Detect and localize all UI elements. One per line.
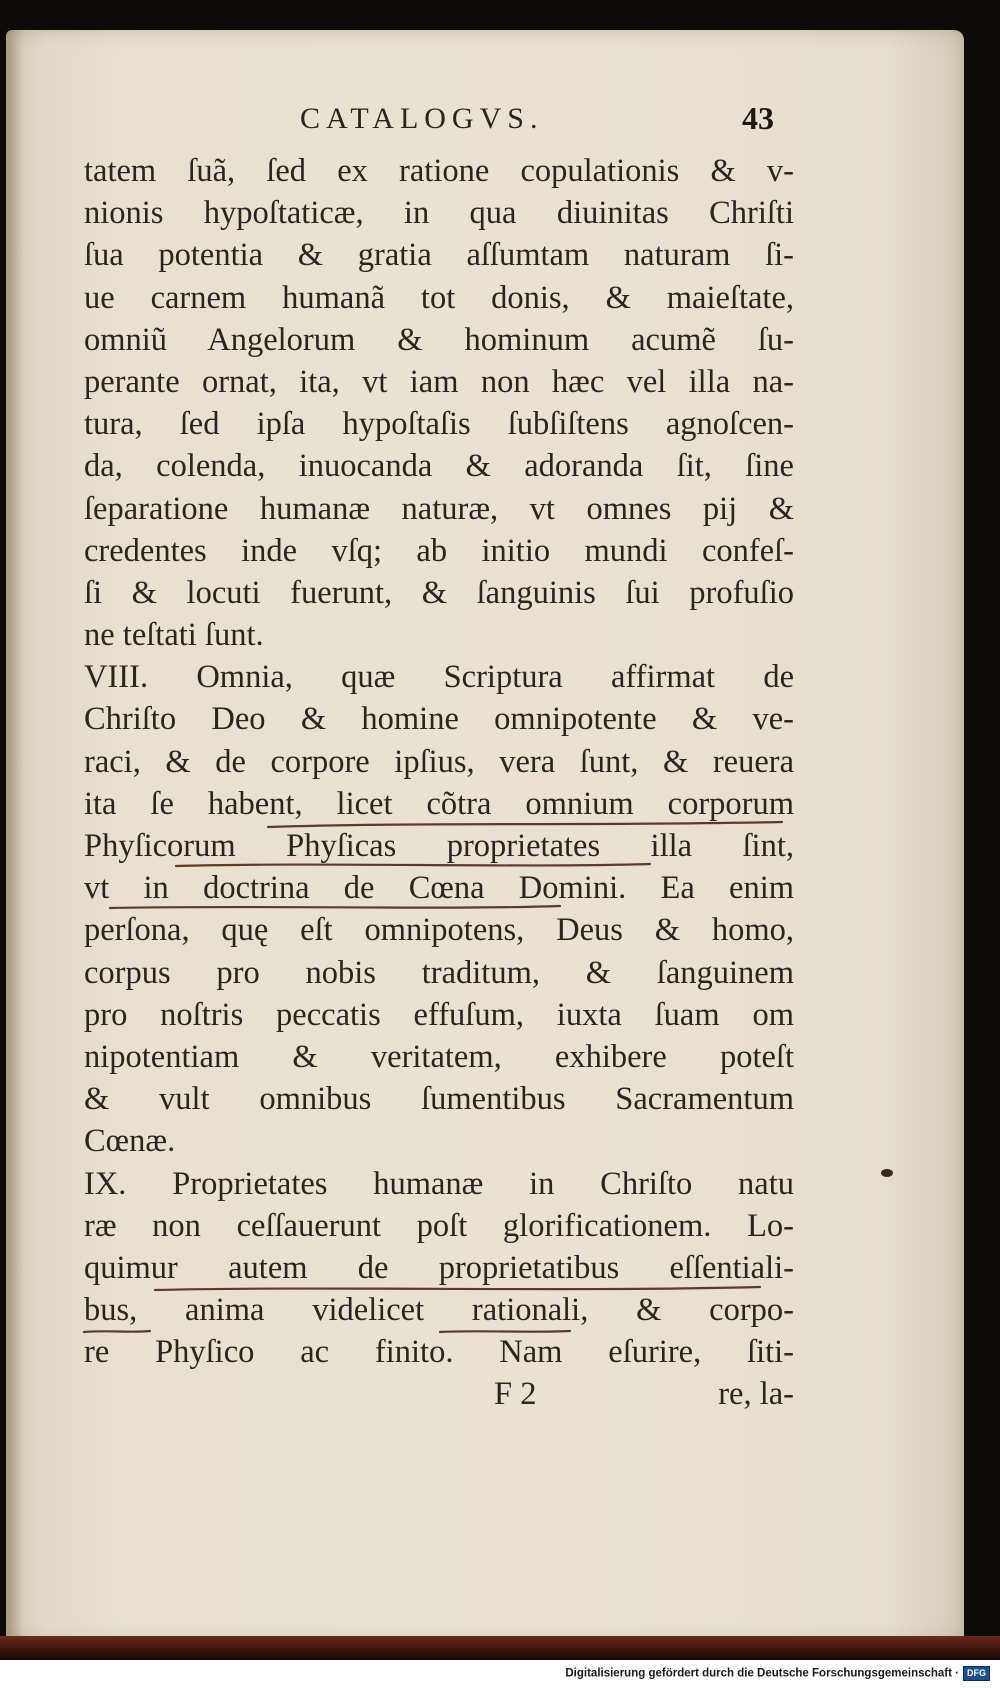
running-head: CATALOGVS.: [300, 102, 544, 135]
text-line: ſi & locuti fuerunt, & ſanguinis ſui profuſio: [84, 574, 794, 611]
text-line: ue carnem humanã tot donis, & maieſtate,: [84, 279, 794, 316]
text-line: nipotentiam & veritatem, exhibere poteſt: [84, 1038, 794, 1075]
text-line: pro noſtris peccatis effuſum, iuxta ſuam om: [84, 996, 794, 1033]
text-line: da, colenda, inuocanda & adoranda ſit, ſine: [84, 448, 794, 485]
text-line: quimur autem de proprietatibus eſſentiali-: [84, 1249, 794, 1286]
binding-edge: [0, 1636, 1000, 1660]
text-line: raci, & de corpore ipſius, vera ſunt, & reuera: [84, 743, 794, 780]
text-line: credentes inde vſq; ab initio mundi confeſ-: [84, 532, 794, 569]
signature-mark: F 2: [494, 1376, 537, 1413]
text-line: tatem ſuã, ſed ex ratione copulationis & v-: [84, 153, 794, 189]
dfg-logo-icon: DFG: [963, 1666, 990, 1681]
text-line: ſua potentia & gratia aſſumtam naturam ſi-: [84, 237, 794, 274]
text-line: Cœnæ.: [84, 1123, 176, 1160]
text-line: ſeparatione humanæ naturæ, vt omnes pij &: [84, 490, 794, 527]
body-text: [84, 150, 794, 1416]
text-line: vt in doctrina de Cœna Domini. Ea enim: [84, 870, 794, 907]
text-line: IX. Proprietates humanæ in Chriſto natu: [84, 1165, 794, 1202]
catchword: re, la-: [718, 1376, 794, 1413]
text-line: ita ſe habent, licet cõtra omnium corporum: [84, 785, 794, 822]
text-line: VIII. Omnia, quæ Scriptura affirmat de: [84, 659, 794, 696]
digitization-credit: [565, 1666, 990, 1681]
text-line: perſona, quę eſt omnipotens, Deus & homo,: [84, 912, 794, 949]
page-number: 43: [742, 100, 774, 136]
text-line: ræ non ceſſauerunt poſt glorificationem. Lo-: [84, 1207, 794, 1244]
text-line: bus, anima videlicet rationali, & corpo-: [84, 1292, 794, 1329]
ink-blot: [880, 1168, 894, 1178]
text-line: omniũ Angelorum & hominum acumẽ ſu-: [84, 321, 794, 358]
text-line: tura, ſed ipſa hypoſtaſis ſubſiſtens agnoſcen-: [84, 406, 794, 443]
credit-text: Digitalisierung gefördert durch die Deutsche Forschungsgemeinschaft ·: [565, 1667, 959, 1680]
text-line: Phyſicorum Phyſicas proprietates illa ſint,: [84, 828, 794, 864]
signature-line: [84, 1373, 794, 1415]
text-line: nionis hypoſtaticæ, in qua diuinitas Chriſti: [84, 195, 794, 232]
text-line: corpus pro nobis traditum, & ſanguinem: [84, 954, 794, 991]
text-line: Chriſto Deo & homine omnipotente & ve-: [84, 701, 794, 738]
text-line: & vult omnibus ſumentibus Sacramentum: [84, 1081, 794, 1118]
text-line: re Phyſico ac finito. Nam eſurire, ſiti-: [84, 1334, 794, 1371]
text-line: ne teſtati ſunt.: [84, 617, 264, 654]
text-line: perante ornat, ita, vt iam non hæc vel illa na-: [84, 363, 794, 400]
